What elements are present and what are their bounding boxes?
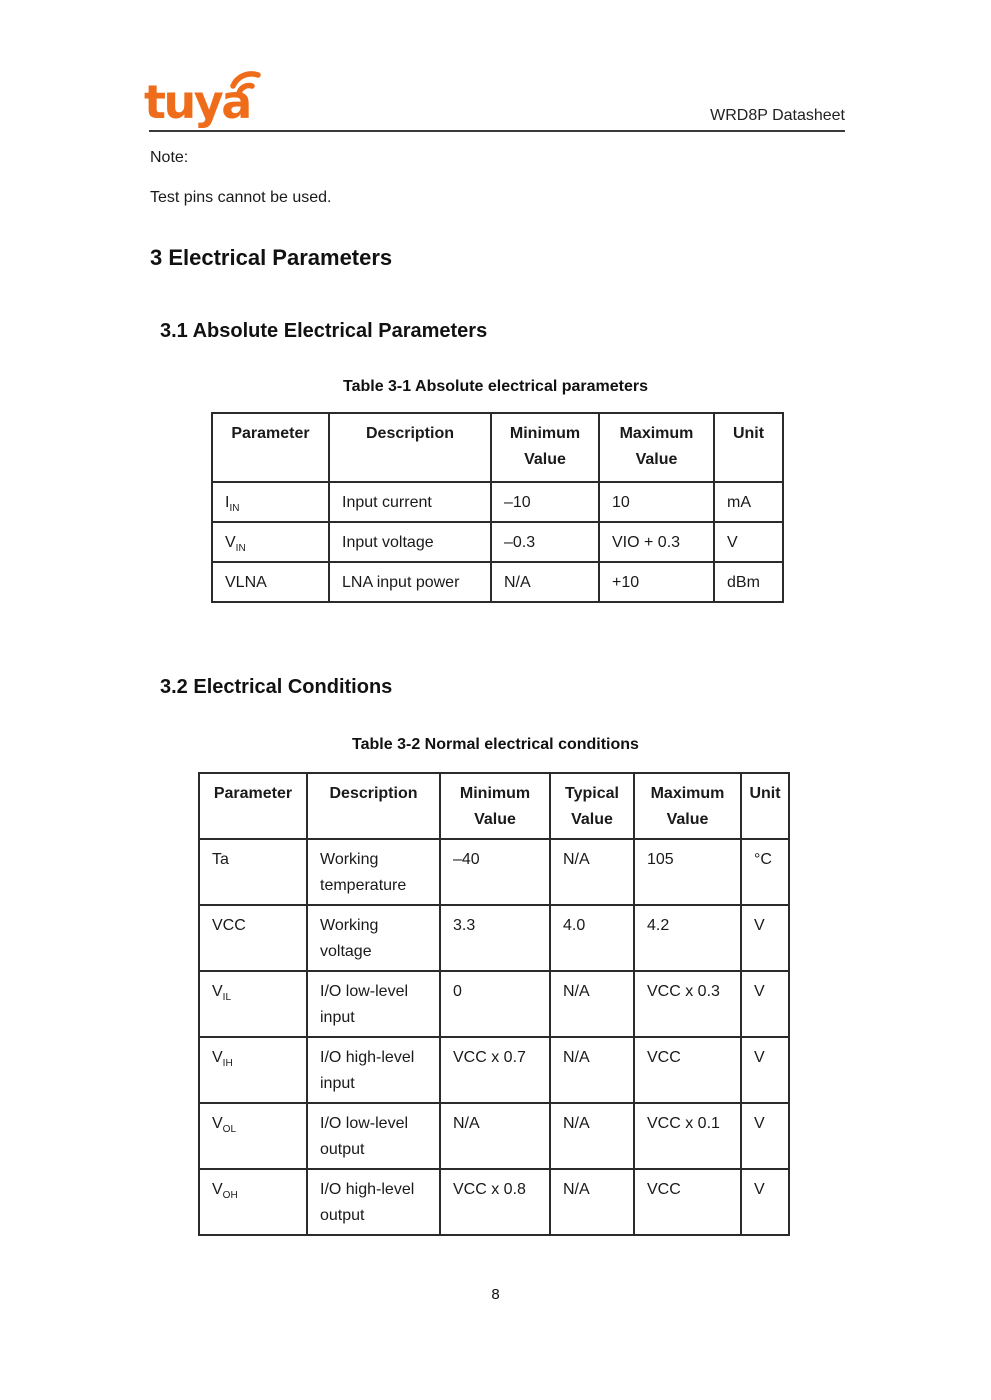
header-cell-parameter: Parameter [199, 773, 307, 839]
table-row-ta [199, 839, 789, 905]
typ-value-cell: N/A [550, 1169, 634, 1235]
typ-value-cell: N/A [550, 1037, 634, 1103]
header-cell-maximum-value: Maximum Value [634, 773, 741, 839]
table-row-voh [199, 1169, 789, 1235]
param-cell: $V_{IN}$ [212, 522, 329, 562]
header-cell-description: Description [329, 413, 491, 482]
max-value-cell: VCC [634, 1169, 741, 1235]
header-cell-minimum-value: Minimum Value [440, 773, 550, 839]
tuya-logo [144, 75, 276, 130]
description-cell: I/O high-level input [307, 1037, 440, 1103]
description-cell: I/O high-level output [307, 1169, 440, 1235]
typ-value-cell: N/A [550, 971, 634, 1037]
table-row-vih [199, 1037, 789, 1103]
max-value-cell: 10 [599, 482, 714, 522]
header-cell-unit: Unit [714, 413, 783, 482]
min-value-cell: 0 [440, 971, 550, 1037]
min-value-cell: –10 [491, 482, 599, 522]
subsection-heading-electrical-conditions: 3.2 Electrical Conditions [160, 676, 393, 698]
table-row-vcc [199, 905, 789, 971]
table-header-row [212, 413, 783, 482]
max-value-cell: VCC x 0.3 [634, 971, 741, 1037]
header-doc-title: WRD8P Datasheet [710, 107, 845, 124]
max-value-cell: 105 [634, 839, 741, 905]
description-cell: Input current [329, 482, 491, 522]
param-cell: $V_{OH}$ [199, 1169, 307, 1235]
unit-cell: mA [714, 482, 783, 522]
absolute-electrical-parameters-table [211, 412, 784, 603]
typ-value-cell: N/A [550, 1103, 634, 1169]
header-rule [149, 130, 845, 132]
max-value-cell: +10 [599, 562, 714, 602]
unit-cell: V [741, 971, 789, 1037]
header-cell-description: Description [307, 773, 440, 839]
description-cell: LNA input power [329, 562, 491, 602]
param-cell: VCC [199, 905, 307, 971]
min-value-cell: 3.3 [440, 905, 550, 971]
min-value-cell: N/A [440, 1103, 550, 1169]
section-heading-electrical-parameters: 3 Electrical Parameters [150, 245, 393, 270]
min-value-cell: N/A [491, 562, 599, 602]
description-cell: I/O low-level output [307, 1103, 440, 1169]
tuya-logo-wordmark: tuya [144, 75, 250, 129]
table-3-2-caption: Table 3-2 Normal electrical conditions [352, 736, 639, 753]
unit-cell: V [714, 522, 783, 562]
description-cell: Input voltage [329, 522, 491, 562]
description-cell: I/O low-level input [307, 971, 440, 1037]
unit-cell: V [741, 1103, 789, 1169]
param-cell: $I_{IN}$ [212, 482, 329, 522]
typ-value-cell: 4.0 [550, 905, 634, 971]
typ-value-cell: N/A [550, 839, 634, 905]
max-value-cell: VCC [634, 1037, 741, 1103]
unit-cell: V [741, 1037, 789, 1103]
header-cell-typical-value: Typical Value [550, 773, 634, 839]
description-cell: Working voltage [307, 905, 440, 971]
min-value-cell: VCC x 0.8 [440, 1169, 550, 1235]
description-cell: Working temperature [307, 839, 440, 905]
min-value-cell: –0.3 [491, 522, 599, 562]
subsection-heading-absolute-electrical-parameters: 3.1 Absolute Electrical Parameters [160, 320, 488, 342]
page-number: 8 [491, 1286, 500, 1303]
header-cell-maximum-value: Maximum Value [599, 413, 714, 482]
table-row-vin [212, 522, 783, 562]
unit-cell: °C [741, 839, 789, 905]
unit-cell: V [741, 1169, 789, 1235]
param-cell: $V_{IH}$ [199, 1037, 307, 1103]
param-cell: VLNA [212, 562, 329, 602]
table-3-1-caption: Table 3-1 Absolute electrical parameters [342, 378, 648, 395]
normal-electrical-conditions-table [198, 772, 790, 1236]
unit-cell: V [741, 905, 789, 971]
table-row-iin [212, 482, 783, 522]
note-text: Test pins cannot be used. [150, 189, 332, 206]
table-row-vol [199, 1103, 789, 1169]
header-cell-minimum-value: Minimum Value [491, 413, 599, 482]
table-header-row [199, 773, 789, 839]
table-row-vil [199, 971, 789, 1037]
min-value-cell: VCC x 0.7 [440, 1037, 550, 1103]
min-value-cell: –40 [440, 839, 550, 905]
param-cell: $V_{IL}$ [199, 971, 307, 1037]
param-cell: Ta [199, 839, 307, 905]
header-cell-unit: Unit [741, 773, 789, 839]
max-value-cell: VCC x 0.1 [634, 1103, 741, 1169]
note-label: Note: [150, 149, 189, 166]
table-row-vlna [212, 562, 783, 602]
max-value-cell: VIO + 0.3 [599, 522, 714, 562]
param-cell: $V_{OL}$ [199, 1103, 307, 1169]
unit-cell: dBm [714, 562, 783, 602]
max-value-cell: 4.2 [634, 905, 741, 971]
header-cell-parameter: Parameter [212, 413, 329, 482]
